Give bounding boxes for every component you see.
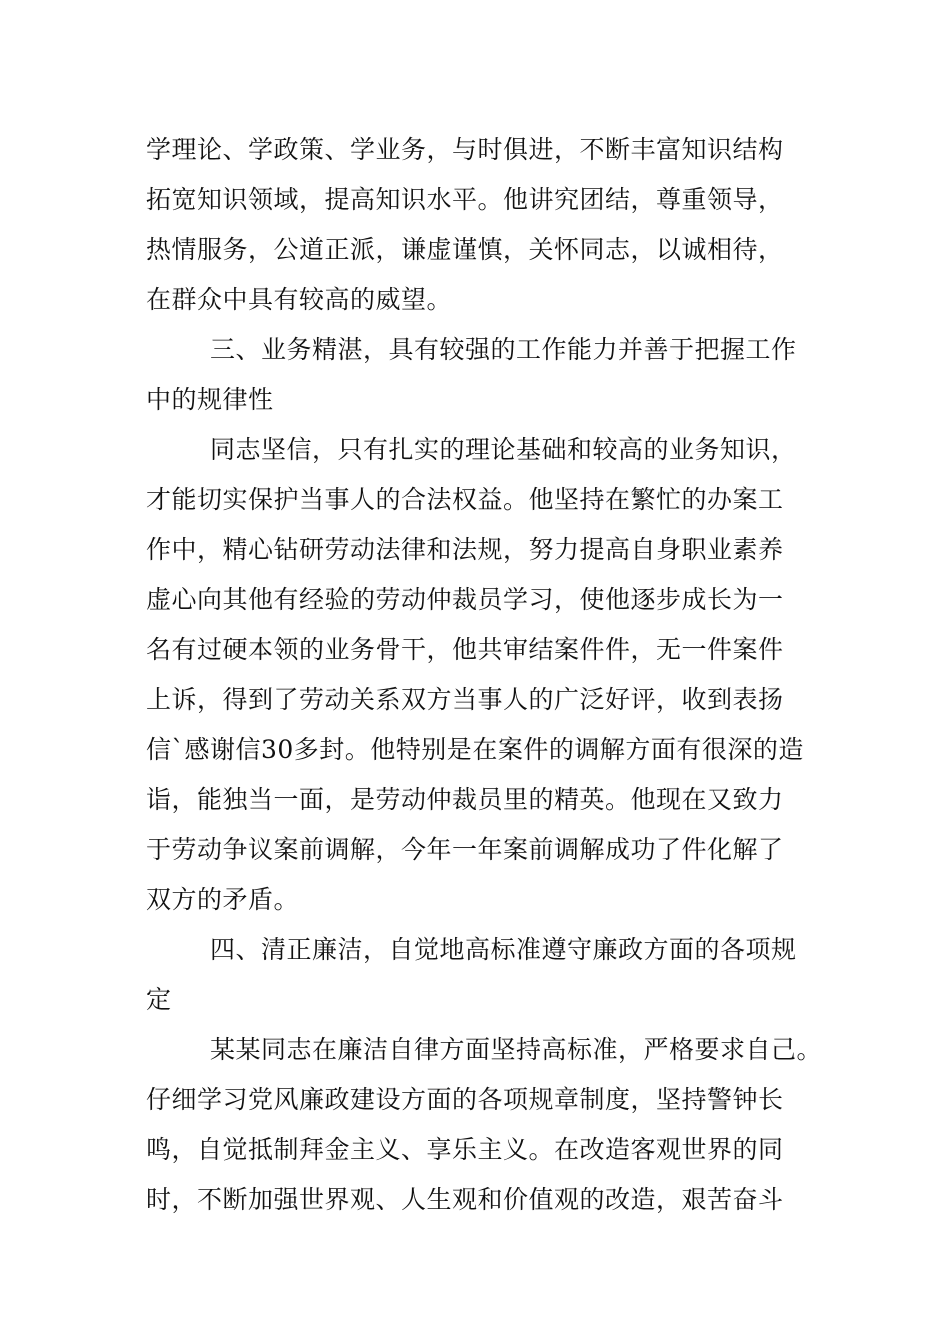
paragraph-line: 双方的矛盾。 xyxy=(146,885,300,914)
paragraph-line: 仔细学习党风廉政建设方面的各项规章制度，坚持警钟长 xyxy=(146,1085,784,1114)
paragraph-line: 上诉，得到了劳动关系双方当事人的广泛好评，收到表扬 xyxy=(146,685,784,714)
paragraph-line: 虚心向其他有经验的劳动仲裁员学习，使他逐步成长为一 xyxy=(146,585,784,614)
paragraph-line: 名有过硬本领的业务骨干，他共审结案件件，无一件案件 xyxy=(146,635,784,664)
paragraph-line: 诣，能独当一面，是劳动仲裁员里的精英。他现在又致力 xyxy=(146,785,784,814)
section-heading-3-line: 中的规律性 xyxy=(146,385,274,414)
paragraph-line: 拓宽知识领域，提高知识水平。他讲究团结，尊重领导， xyxy=(146,185,784,214)
paragraph-line: 时，不断加强世界观、人生观和价值观的改造，艰苦奋斗 xyxy=(146,1185,784,1214)
paragraph-line: 在群众中具有较高的威望。 xyxy=(146,285,453,314)
paragraph-line: 同志坚信，只有扎实的理论基础和较高的业务知识， xyxy=(210,435,797,464)
paragraph-line: 于劳动争议案前调解，今年一年案前调解成功了件化解了 xyxy=(146,835,784,864)
paragraph-line: 鸣，自觉抵制拜金主义、享乐主义。在改造客观世界的同 xyxy=(146,1135,784,1164)
paragraph-line: 某某同志在廉洁自律方面坚持高标准，严格要求自己。 xyxy=(210,1035,823,1064)
paragraph-line: 热情服务，公道正派，谦虚谨慎，关怀同志，以诚相待， xyxy=(146,235,784,264)
paragraph-line: 才能切实保护当事人的合法权益。他坚持在繁忙的办案工 xyxy=(146,485,784,514)
section-heading-3-line: 三、业务精湛，具有较强的工作能力并善于把握工作 xyxy=(210,335,797,364)
paragraph-line: 信`感谢信30多封。他特别是在案件的调解方面有很深的造 xyxy=(146,735,804,764)
section-heading-4-line: 定 xyxy=(146,985,172,1014)
paragraph-line: 学理论、学政策、学业务，与时俱进，不断丰富知识结构 xyxy=(146,135,784,164)
paragraph-line: 作中，精心钻研劳动法律和法规，努力提高自身职业素养 xyxy=(146,535,784,564)
section-heading-4-line: 四、清正廉洁，自觉地高标准遵守廉政方面的各项规 xyxy=(210,935,797,964)
